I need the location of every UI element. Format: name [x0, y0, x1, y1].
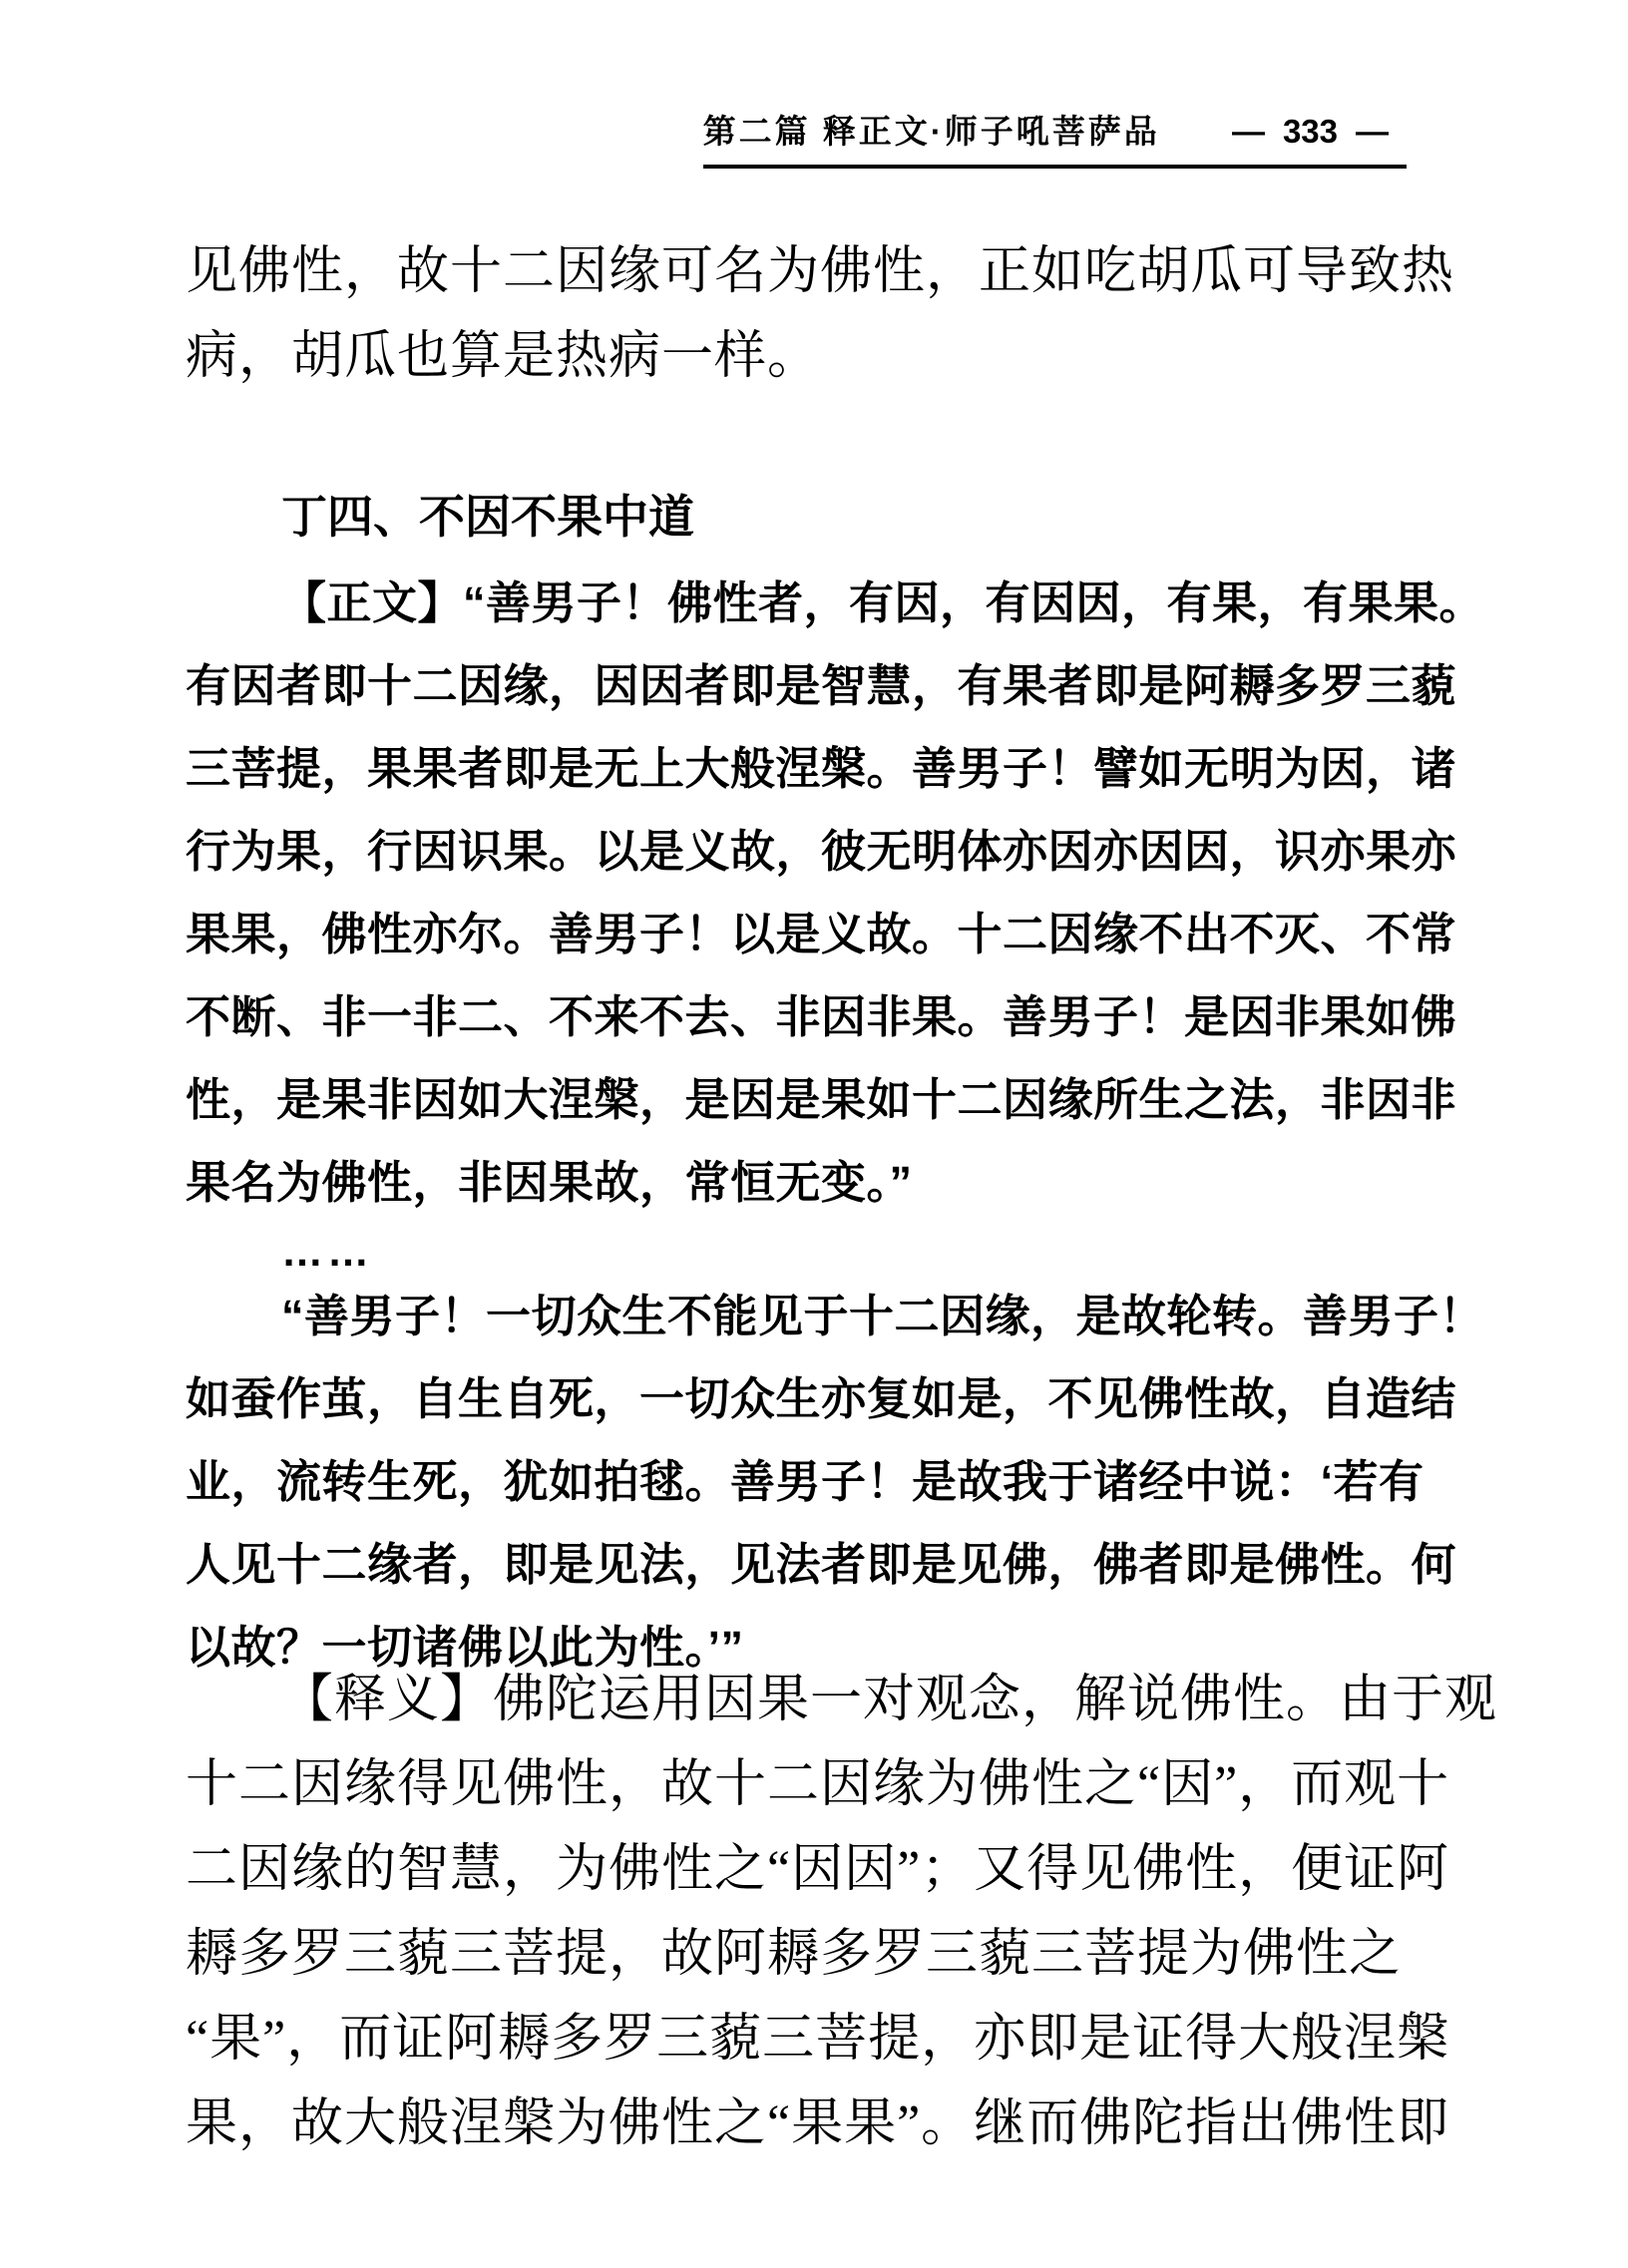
heading-text: 丁四、不因不果中道	[281, 491, 694, 543]
paragraph-shiyi	[186, 1658, 1498, 2166]
section-heading	[186, 475, 1446, 560]
paragraph-intro	[186, 229, 1455, 399]
text-line: “善男子！一切众生不能见于十二因缘，是故轮转。善男子！	[281, 1291, 1485, 1341]
text-line: 如蚕作茧，自生自死，一切众生亦复如是，不见佛性故，自造结	[186, 1373, 1457, 1424]
text-line: 果名为佛性，非因果故，常恒无变。”	[186, 1157, 913, 1208]
text-line: 三菩提，果果者即是无上大般涅槃。善男子！譬如无明为因，诸	[186, 743, 1457, 794]
text-line: 不断、非一非二、不来不去、非因非果。善男子！是因非果如佛	[186, 991, 1457, 1042]
text-line: 人见十二缘者，即是见法，见法者即是见佛，佛者即是佛性。何	[186, 1539, 1457, 1590]
paragraph-quote	[186, 1275, 1485, 1689]
text-line: 性，是果非因如大涅槃，是因是果如十二因缘所生之法，非因非	[186, 1074, 1457, 1125]
text-line: 【释义】佛陀运用因果一对观念，解说佛性。由于观	[281, 1672, 1498, 1728]
text-line: 行为果，行因识果。以是义故，彼无明体亦因亦因因，识亦果亦	[186, 826, 1457, 877]
text-line: 病，胡瓜也算是热病一样。	[186, 328, 821, 385]
text-line: ……	[281, 1228, 373, 1275]
text-line: 业，流转生死，犹如拍毬。善男子！是故我于诸经中说：‘若有	[186, 1456, 1424, 1507]
text-line: 果果，佛性亦尔。善男子！以是义故。十二因缘不出不灭、不常	[186, 909, 1457, 959]
text-line: 果，故大般涅槃为佛性之“果果”。继而佛陀指出佛性即	[186, 2095, 1450, 2152]
text-line: 二因缘的智慧，为佛性之“因因”；又得见佛性，便证阿	[186, 1841, 1450, 1898]
text-line: 耨多罗三藐三菩提，故阿耨多罗三藐三菩提为佛性之	[186, 1926, 1403, 1983]
text-line: “果”，而证阿耨多罗三藐三菩提，亦即是证得大般涅槃	[186, 2011, 1450, 2068]
header-dash-left: —	[1231, 113, 1265, 150]
paragraph-zhengwen	[186, 562, 1485, 1224]
text-line: 见佛性，故十二因缘可名为佛性，正如吃胡瓜可导致热	[186, 243, 1455, 300]
header-section-title: 第二篇 释正文·师子吼菩萨品	[702, 113, 1160, 150]
text-line: 【正文】“善男子！佛性者，有因，有因因，有果，有果果。	[281, 577, 1485, 628]
header-page-number: 333	[1282, 113, 1338, 150]
header-dash-right: —	[1356, 113, 1389, 150]
text-line: 以故？一切诸佛以此为性。’”	[186, 1622, 744, 1673]
text-line: 十二因缘得见佛性，故十二因缘为佛性之“因”，而观十	[186, 1756, 1450, 1813]
text-line: 有因者即十二因缘，因因者即是智慧，有果者即是阿耨多罗三藐	[186, 660, 1457, 711]
header-page-number-group	[1214, 113, 1407, 150]
page-header	[703, 106, 1407, 169]
